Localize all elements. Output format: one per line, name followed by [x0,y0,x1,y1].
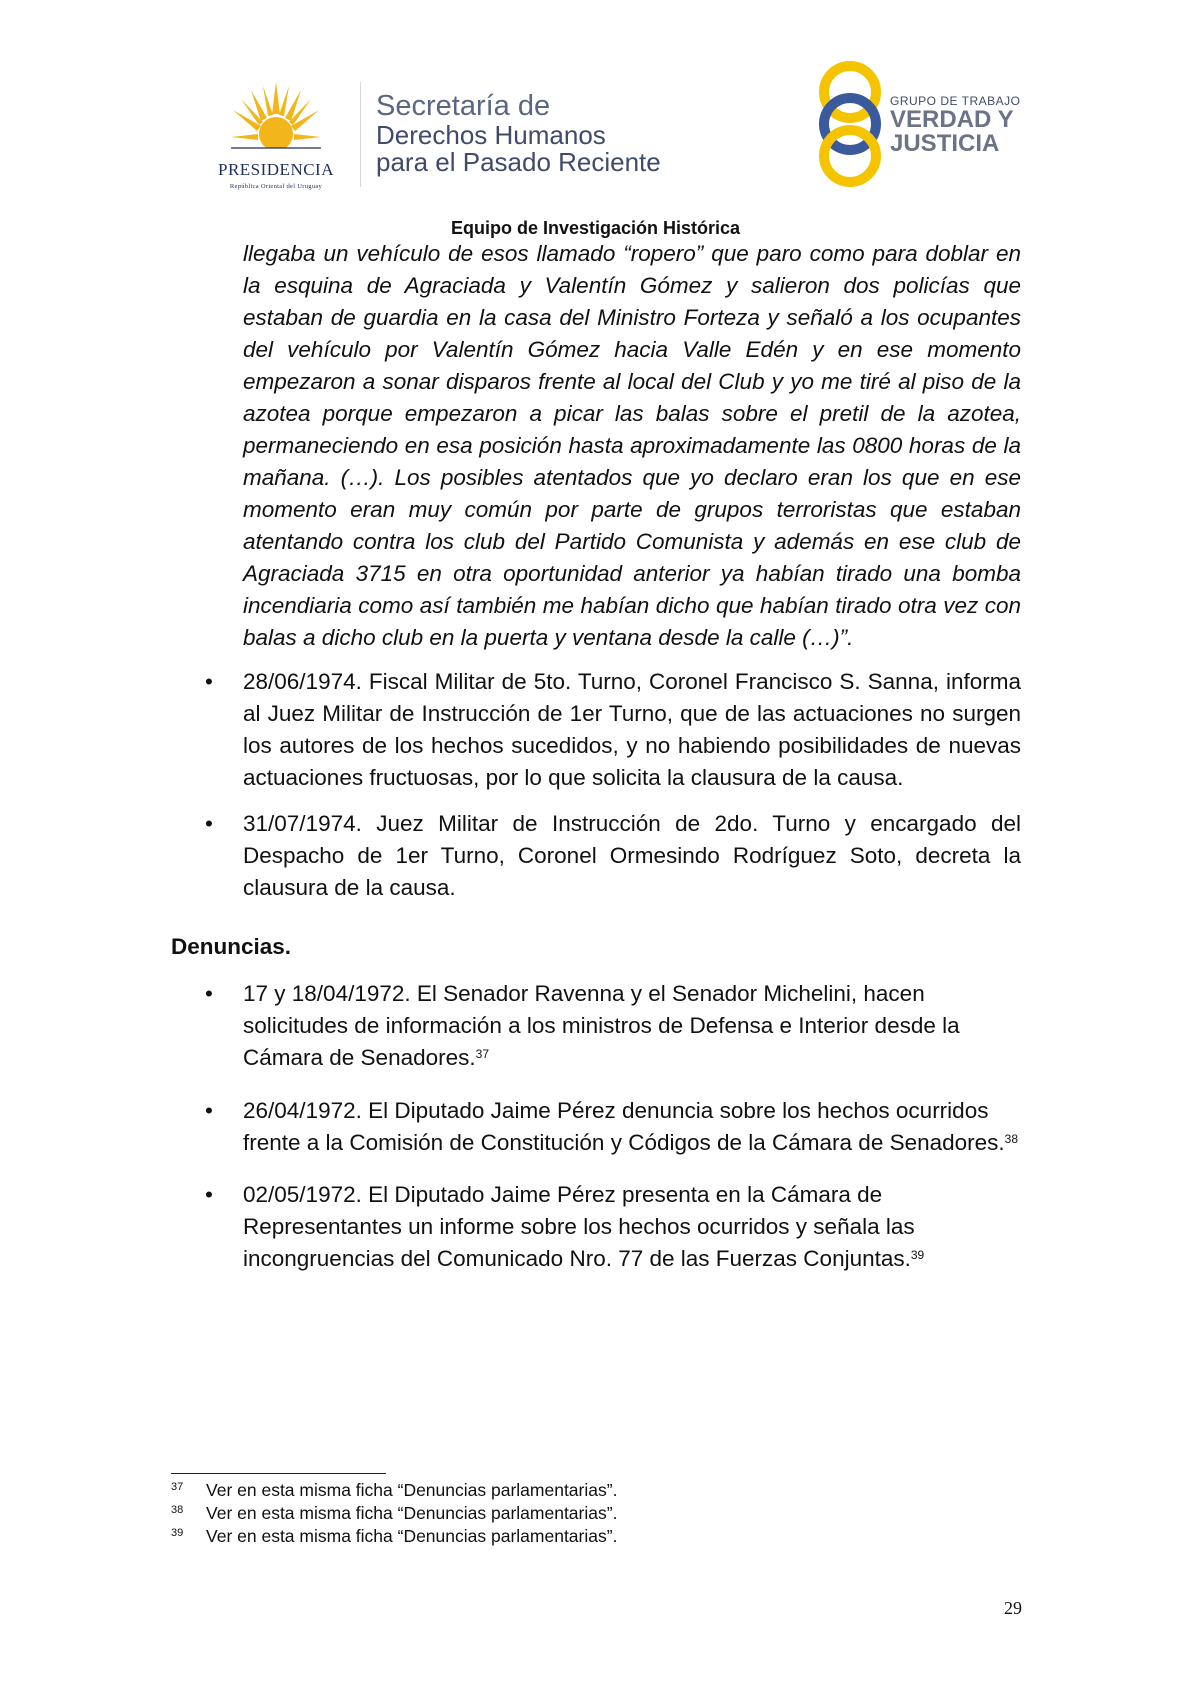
list-item [171,666,1021,794]
bullet-icon: • [205,1098,213,1123]
bullet-icon: • [205,1182,213,1207]
footnote [171,1525,617,1548]
list-item-text: 02/05/1972. El Diputado Jaime Pérez presenta en la Cámara de Representantes un informe sobre los hechos ocurridos y señala las incongruencias del Comunicado Nro. 77 de las Fuerzas Conjuntas. [243,1182,915,1271]
list-item [171,1095,1021,1159]
presidencia-subtitle: República Oriental del Uruguay [229,183,323,190]
list-item-text: 31/07/1974. Juez Militar de Instrucción de 2do. Turno y encargado del Despacho de 1er Turno, Coronel Ormesindo Rodríguez Soto, decreta la clausura de la causa. [243,811,1021,900]
footnote-text: Ver en esta misma ficha “Denuncias parlamentarias”. [206,1503,618,1523]
list-item [171,1179,1021,1275]
footnote-number: 37 [171,1481,184,1493]
quoted-testimony: llegaba un vehículo de esos llamado “ropero” que paro como para doblar en la esquina de Agraciada y Valentín Gómez y salieron dos policías que estaban de guardia en la casa del Ministro Forteza y señaló a los ocupantes del vehículo por Valentín Gómez hacia Valle Edén y en ese momento empezaron a sonar disparos frente al local del Club y yo me tiré al piso de la azotea porque empezaron a picar las balas sobre el pretil de la azotea, permaneciendo en esa posición hasta aproximadamente las 0800 horas de la mañana. (…). Los posibles atentados que yo declaro eran los que en ese momento eran muy común por parte de grupos terroristas que estaban atentando contra los club del Partido Comunista y además en ese club de Agraciada 3715 en otra oportunidad anterior ya habían tirado una bomba incendiaria como así también me habían dicho que habían tirado otra vez con balas a dicho club en la puerta y ventana desde la calle (…)”. [243,241,1021,650]
secretaria-line-2: Derechos Humanos [376,120,606,150]
grupo-line-1: GRUPO DE TRABAJO [890,94,1021,108]
list-item-text: 26/04/1972. El Diputado Jaime Pérez denuncia sobre los hechos ocurridos frente a la Comisión de Constitución y Códigos de la Cámara de Senadores. [243,1098,1005,1155]
sun-logo-icon [231,82,321,162]
grupo-trabajo-text [890,94,1020,156]
list-item [171,808,1021,904]
footnote-ref[interactable]: 38 [1004,1132,1019,1146]
secretaria-line-3: para el Pasado Reciente [376,147,661,177]
footnote-ref[interactable]: 37 [475,1047,489,1061]
secretaria-line-1: Secretaría de [376,90,551,122]
team-title: Equipo de Investigación Histórica [450,218,741,238]
denuncias-list [171,978,1029,1275]
document-body [171,238,1029,1275]
list-item-text: 28/06/1974. Fiscal Militar de 5to. Turno, Coronel Francisco S. Sanna, informa al Juez Militar de Instrucción de 1er Turno, que de las actuaciones no surgen los autores de los hechos sucedidos, y no habiendo posibilidades de nuevas actuaciones fructuosas, por lo que solicita la clausura de la causa. [243,669,1021,790]
events-list [171,666,1029,904]
footnote-number: 39 [171,1527,184,1539]
grupo-line-2: VERDAD Y [890,106,1014,133]
footnote [171,1479,617,1502]
footnote-number: 38 [171,1504,184,1516]
page-header [0,60,1191,190]
list-item [171,978,1021,1074]
page-number: 29 [1004,1598,1022,1618]
bullet-icon: • [205,811,213,836]
presidencia-name: PRESIDENCIA [217,160,334,179]
footnote-text: Ver en esta misma ficha “Denuncias parlamentarias”. [206,1526,618,1546]
section-heading: Denuncias. [171,934,292,959]
footnotes [171,1479,617,1548]
presidencia-logo [196,82,356,222]
footnote-divider [171,1473,386,1474]
rings-logo-icon [812,60,892,190]
footnote-ref[interactable]: 39 [910,1248,925,1262]
grupo-line-3: JUSTICIA [890,130,1000,157]
secretaria-logo-text [376,90,661,176]
bullet-icon: • [205,981,213,1006]
footnote-text: Ver en esta misma ficha “Denuncias parlamentarias”. [206,1480,618,1500]
grupo-trabajo-logo [812,60,1052,190]
bullet-icon: • [205,669,213,694]
footnote [171,1502,617,1525]
list-item-text: 17 y 18/04/1972. El Senador Ravenna y el Senador Michelini, hacen solicitudes de información a los ministros de Defensa e Interior desde la Cámara de Senadores. [243,981,960,1070]
header-divider [360,82,361,187]
